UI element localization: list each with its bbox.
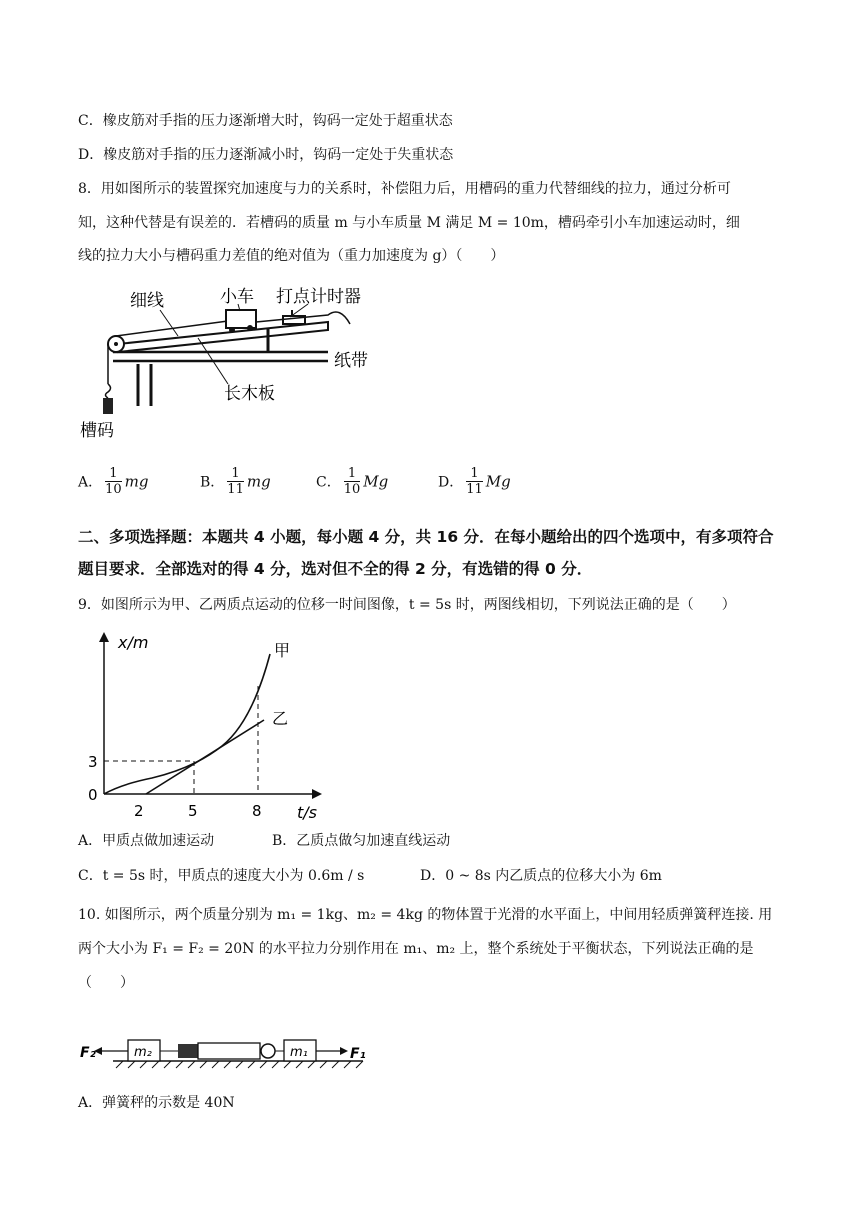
- q9-option-d: D．0 ~ 8s 内乙质点的位移大小为 6m: [420, 868, 662, 884]
- q10-option-a: A．弹簧秤的示数是 40N: [78, 1095, 235, 1111]
- x-axis-label: t/s: [297, 803, 317, 822]
- y-axis-label: x/m: [118, 633, 149, 652]
- q8-option-b: B． $\frac{1}{11}$ mg: [200, 466, 271, 497]
- label-m2: m₂: [134, 1045, 152, 1060]
- curve-yi-label: 乙: [272, 709, 289, 728]
- curve-jia-label: 甲: [274, 641, 291, 660]
- x-tick-5: 5: [188, 802, 198, 820]
- q8-options: [78, 466, 778, 510]
- q8-option-d: D． $\frac{1}{11}$ Mg: [438, 466, 511, 497]
- x-tick-8: 8: [252, 802, 262, 820]
- q9-xt-graph: [82, 624, 332, 824]
- label-thread: 细线: [130, 291, 164, 311]
- q10-spring-scale-figure: [78, 1030, 378, 1074]
- q7-option-c: C．橡皮筋对手指的压力逐渐增大时，钩码一定处于超重状态: [78, 113, 453, 129]
- q9-option-c: C．t = 5s 时，甲质点的速度大小为 0.6m / s: [78, 868, 365, 884]
- q8-option-c: C． $\frac{1}{10}$ Mg: [316, 466, 389, 497]
- q9-option-b: B．乙质点做匀加速直线运动: [272, 833, 451, 849]
- label-board: 长木板: [224, 384, 275, 404]
- label-tape: 纸带: [334, 351, 368, 371]
- label-f1: F₁: [350, 1046, 366, 1062]
- label-cart: 小车: [220, 287, 254, 307]
- label-timer: 打点计时器: [276, 287, 361, 307]
- origin-label: 0: [88, 786, 98, 804]
- y-tick-3: 3: [88, 753, 98, 771]
- section2-header: 二、多项选择题：本题共 4 小题，每小题 4 分，共 16 分．在每小题给出的四个选项中，有多项符合题目要求．全部选对的得 4 分，选对但不全的得 2 分，有选错的得 0 分．: [78, 528, 774, 578]
- label-f2: F₂: [80, 1045, 96, 1061]
- q8-stem-line1: 8．用如图所示的装置探究加速度与力的关系时，补偿阻力后，用槽码的重力代替细线的拉力，通过分析可: [78, 181, 731, 197]
- q8-option-a: A． $\frac{1}{10}$ mg: [78, 466, 149, 497]
- q9-option-a: A．甲质点做加速运动: [78, 833, 215, 849]
- x-tick-2: 2: [134, 802, 144, 820]
- label-m1: m₁: [290, 1045, 308, 1060]
- q7-option-d: D．橡皮筋对手指的压力逐渐减小时，钩码一定处于失重状态: [78, 147, 454, 163]
- q8-stem-line2: 知，这种代替是有误差的．若槽码的质量 m 与小车质量 M 满足 M = 10m，槽码牵引小车加速运动时，细: [78, 215, 740, 231]
- q8-stem-line3: 线的拉力大小与槽码重力差值的绝对值为（重力加速度为 g）（ ）: [78, 248, 505, 264]
- q9-stem: 9．如图所示为甲、乙两质点运动的位移一时间图像，t = 5s 时，两图线相切，下列说法正确的是（ ）: [78, 597, 736, 613]
- label-hook-mass: 槽码: [80, 421, 114, 441]
- q8-apparatus-figure: [78, 284, 398, 444]
- q10-stem: 10. 如图所示，两个质量分别为 m₁ = 1kg、m₂ = 4kg 的物体置于光滑的水平面上，中间用轻质弹簧秤连接. 用两个大小为 F₁ = F₂ = 20N 的水平拉力分别作用在 m₁、m₂ 上，整个系统处于平衡状态，下列说法正确的是（ ）: [78, 907, 773, 991]
